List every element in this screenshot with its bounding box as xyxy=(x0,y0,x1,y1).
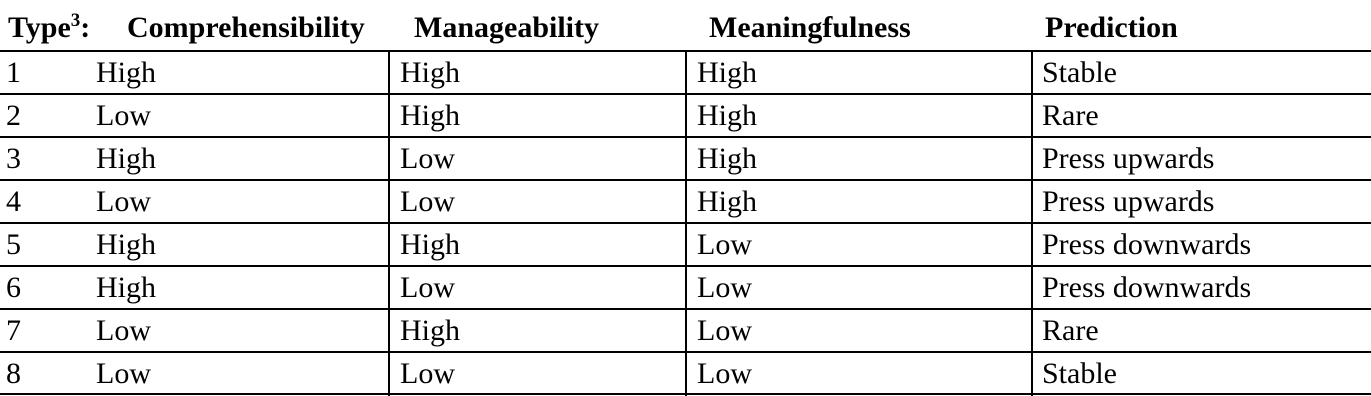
header-prediction: Prediction xyxy=(1045,11,1178,44)
row-manageability: Low xyxy=(400,271,455,304)
row-meaningfulness: Low xyxy=(697,314,752,347)
header-type xyxy=(8,11,90,49)
row-type-number: 6 xyxy=(6,271,21,304)
row-prediction: Stable xyxy=(1042,56,1117,89)
row-prediction: Stable xyxy=(1042,357,1117,390)
row-type-number: 3 xyxy=(6,142,21,175)
row-meaningfulness: High xyxy=(697,142,757,175)
row-comprehensibility: Low xyxy=(96,314,151,347)
row-comprehensibility: Low xyxy=(96,185,151,218)
header-meaningfulness: Meaningfulness xyxy=(709,11,911,44)
row-comprehensibility: Low xyxy=(96,99,151,132)
header-manageability: Manageability xyxy=(414,11,599,44)
row-meaningfulness: High xyxy=(697,99,757,132)
row-manageability: High xyxy=(400,56,460,89)
table-header-row xyxy=(0,0,1371,50)
header-type-label: Type xyxy=(8,11,71,44)
row-comprehensibility: High xyxy=(96,271,156,304)
row-comprehensibility: High xyxy=(96,56,156,89)
row-type-number: 2 xyxy=(6,99,21,132)
header-type-suffix: : xyxy=(80,11,91,44)
row-type-number: 7 xyxy=(6,314,21,347)
row-comprehensibility: Low xyxy=(96,357,151,390)
row-manageability: Low xyxy=(400,185,455,218)
row-meaningfulness: Low xyxy=(697,271,752,304)
row-manageability: High xyxy=(400,99,460,132)
row-type-number: 1 xyxy=(6,56,21,89)
column-divider xyxy=(388,50,390,396)
row-prediction: Press downwards xyxy=(1042,228,1252,261)
row-type-number: 8 xyxy=(6,357,21,390)
row-type-number: 5 xyxy=(6,228,21,261)
row-comprehensibility: High xyxy=(96,228,156,261)
row-meaningfulness: High xyxy=(697,185,757,218)
row-manageability: High xyxy=(400,228,460,261)
row-manageability: Low xyxy=(400,142,455,175)
row-prediction: Press upwards xyxy=(1042,142,1215,175)
row-type-number: 4 xyxy=(6,185,21,218)
row-prediction: Press downwards xyxy=(1042,271,1252,304)
row-meaningfulness: High xyxy=(697,56,757,89)
header-type-superscript: 3 xyxy=(70,10,81,31)
row-manageability: High xyxy=(400,314,460,347)
row-meaningfulness: Low xyxy=(697,357,752,390)
row-comprehensibility: High xyxy=(96,142,156,175)
row-meaningfulness: Low xyxy=(697,228,752,261)
header-comprehensibility: Comprehensibility xyxy=(127,11,365,44)
row-prediction: Rare xyxy=(1042,314,1099,347)
row-manageability: Low xyxy=(400,357,455,390)
column-divider xyxy=(1031,50,1033,396)
column-divider xyxy=(685,50,687,396)
row-prediction: Press upwards xyxy=(1042,185,1215,218)
row-prediction: Rare xyxy=(1042,99,1099,132)
